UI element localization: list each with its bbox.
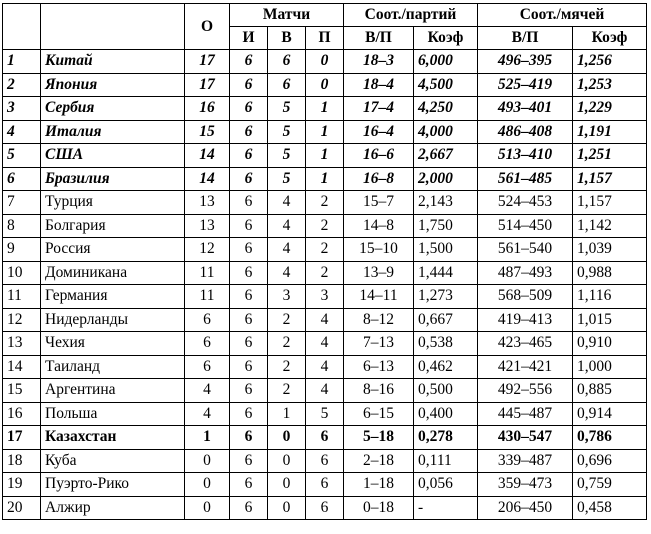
played-cell: 6 xyxy=(230,285,268,309)
won-cell: 4 xyxy=(268,191,306,215)
sets-wl-cell: 5–18 xyxy=(344,426,414,450)
team-name-cell: Аргентина xyxy=(41,379,185,403)
team-name-cell: Нидерланды xyxy=(41,308,185,332)
sets-coef-cell: 0,400 xyxy=(414,402,478,426)
lost-cell: 5 xyxy=(306,402,344,426)
balls-wl-cell: 419–413 xyxy=(478,308,573,332)
balls-coef-cell: 0,458 xyxy=(573,496,647,520)
rank-cell: 10 xyxy=(3,261,41,285)
team-name-cell: Чехия xyxy=(41,332,185,356)
points-cell: 6 xyxy=(185,308,230,332)
sets-wl-cell: 17–4 xyxy=(344,97,414,121)
table-header xyxy=(3,4,647,50)
rank-header xyxy=(3,4,41,50)
sets-coef-cell: 2,667 xyxy=(414,144,478,168)
won-cell: 4 xyxy=(268,214,306,238)
balls-coef-cell: 1,256 xyxy=(573,50,647,74)
balls-coef-cell: 1,015 xyxy=(573,308,647,332)
played-cell: 6 xyxy=(230,144,268,168)
points-cell: 17 xyxy=(185,50,230,74)
balls-coef-cell: 0,910 xyxy=(573,332,647,356)
balls-coef-cell: 0,988 xyxy=(573,261,647,285)
lost-cell: 1 xyxy=(306,144,344,168)
header-row-top xyxy=(3,4,647,27)
sets-wl-cell: 18–3 xyxy=(344,50,414,74)
balls-coef-cell: 1,229 xyxy=(573,97,647,121)
balls-wl-cell: 445–487 xyxy=(478,402,573,426)
lost-cell: 3 xyxy=(306,285,344,309)
table-row xyxy=(3,73,647,97)
played-cell: 6 xyxy=(230,426,268,450)
lost-cell: 1 xyxy=(306,97,344,121)
table-row xyxy=(3,50,647,74)
sets-coef-cell: 0,538 xyxy=(414,332,478,356)
lost-cell: 4 xyxy=(306,332,344,356)
played-cell: 6 xyxy=(230,97,268,121)
played-cell: 6 xyxy=(230,167,268,191)
balls-coef-cell: 0,786 xyxy=(573,426,647,450)
table-row xyxy=(3,214,647,238)
rank-cell: 5 xyxy=(3,144,41,168)
table-row xyxy=(3,355,647,379)
balls-coef-cell: 1,191 xyxy=(573,120,647,144)
table-row xyxy=(3,97,647,121)
sets-coef-cell: 2,143 xyxy=(414,191,478,215)
balls-wl-cell: 493–401 xyxy=(478,97,573,121)
table-row xyxy=(3,379,647,403)
lost-cell: 2 xyxy=(306,238,344,262)
played-cell: 6 xyxy=(230,402,268,426)
team-name-cell: Китай xyxy=(41,50,185,74)
rank-cell: 20 xyxy=(3,496,41,520)
won-cell: 2 xyxy=(268,355,306,379)
team-name-cell: Германия xyxy=(41,285,185,309)
table-row xyxy=(3,402,647,426)
balls-wl-cell: 561–485 xyxy=(478,167,573,191)
won-cell: 0 xyxy=(268,473,306,497)
rank-cell: 11 xyxy=(3,285,41,309)
played-cell: 6 xyxy=(230,214,268,238)
team-name-cell: Россия xyxy=(41,238,185,262)
sets-wl-header: В/П xyxy=(344,27,414,50)
won-cell: 2 xyxy=(268,332,306,356)
played-cell: 6 xyxy=(230,355,268,379)
won-cell: 4 xyxy=(268,261,306,285)
played-cell: 6 xyxy=(230,73,268,97)
balls-ratio-header: Соот./мячей xyxy=(478,4,647,27)
balls-wl-cell: 514–450 xyxy=(478,214,573,238)
sets-coef-cell: 4,500 xyxy=(414,73,478,97)
team-name-cell: США xyxy=(41,144,185,168)
sets-wl-cell: 15–10 xyxy=(344,238,414,262)
played-cell: 6 xyxy=(230,308,268,332)
sets-coef-cell: 4,000 xyxy=(414,120,478,144)
won-cell: 6 xyxy=(268,73,306,97)
played-cell: 6 xyxy=(230,261,268,285)
sets-coef-header: Коэф xyxy=(414,27,478,50)
sets-coef-cell: 1,444 xyxy=(414,261,478,285)
team-name-cell: Куба xyxy=(41,449,185,473)
team-name-cell: Италия xyxy=(41,120,185,144)
balls-wl-cell: 561–540 xyxy=(478,238,573,262)
team-name-cell: Бразилия xyxy=(41,167,185,191)
balls-coef-cell: 1,157 xyxy=(573,167,647,191)
sets-coef-cell: 0,111 xyxy=(414,449,478,473)
points-cell: 0 xyxy=(185,496,230,520)
won-cell: 0 xyxy=(268,426,306,450)
points-cell: 6 xyxy=(185,332,230,356)
sets-wl-cell: 15–7 xyxy=(344,191,414,215)
played-cell: 6 xyxy=(230,50,268,74)
team-name-cell: Доминикана xyxy=(41,261,185,285)
sets-wl-cell: 16–6 xyxy=(344,144,414,168)
points-cell: 1 xyxy=(185,426,230,450)
lost-cell: 6 xyxy=(306,449,344,473)
points-cell: 0 xyxy=(185,473,230,497)
balls-wl-cell: 339–487 xyxy=(478,449,573,473)
sets-wl-cell: 14–11 xyxy=(344,285,414,309)
table-row xyxy=(3,449,647,473)
balls-wl-cell: 525–419 xyxy=(478,73,573,97)
points-cell: 13 xyxy=(185,214,230,238)
played-cell: 6 xyxy=(230,120,268,144)
sets-coef-cell: 4,250 xyxy=(414,97,478,121)
lost-cell: 4 xyxy=(306,308,344,332)
table-row xyxy=(3,238,647,262)
lost-cell: 0 xyxy=(306,73,344,97)
team-name-cell: Польша xyxy=(41,402,185,426)
rank-cell: 14 xyxy=(3,355,41,379)
table-row xyxy=(3,191,647,215)
balls-wl-header: В/П xyxy=(478,27,573,50)
sets-coef-cell: 1,500 xyxy=(414,238,478,262)
points-cell: 17 xyxy=(185,73,230,97)
lost-cell: 6 xyxy=(306,496,344,520)
sets-wl-cell: 13–9 xyxy=(344,261,414,285)
standings-table xyxy=(2,3,647,520)
played-cell: 6 xyxy=(230,449,268,473)
won-cell: 5 xyxy=(268,120,306,144)
played-cell: 6 xyxy=(230,473,268,497)
rank-cell: 17 xyxy=(3,426,41,450)
sets-coef-cell: - xyxy=(414,496,478,520)
sets-wl-cell: 0–18 xyxy=(344,496,414,520)
sets-wl-cell: 18–4 xyxy=(344,73,414,97)
balls-wl-cell: 496–395 xyxy=(478,50,573,74)
team-name-cell: Казахстан xyxy=(41,426,185,450)
rank-cell: 2 xyxy=(3,73,41,97)
sets-wl-cell: 7–13 xyxy=(344,332,414,356)
table-row xyxy=(3,261,647,285)
sets-wl-cell: 16–8 xyxy=(344,167,414,191)
balls-coef-cell: 1,039 xyxy=(573,238,647,262)
won-cell: 3 xyxy=(268,285,306,309)
rank-cell: 6 xyxy=(3,167,41,191)
matches-header: Матчи xyxy=(230,4,344,27)
lost-cell: 6 xyxy=(306,473,344,497)
lost-cell: 0 xyxy=(306,50,344,74)
rank-cell: 12 xyxy=(3,308,41,332)
points-cell: 16 xyxy=(185,97,230,121)
won-cell: 4 xyxy=(268,238,306,262)
points-cell: 6 xyxy=(185,355,230,379)
team-name-cell: Таиланд xyxy=(41,355,185,379)
points-cell: 14 xyxy=(185,144,230,168)
won-cell: 5 xyxy=(268,167,306,191)
table-body xyxy=(3,50,647,520)
points-cell: 4 xyxy=(185,402,230,426)
team-name-cell: Турция xyxy=(41,191,185,215)
won-cell: 2 xyxy=(268,379,306,403)
played-cell: 6 xyxy=(230,238,268,262)
table-row xyxy=(3,285,647,309)
won-cell: 5 xyxy=(268,97,306,121)
sets-coef-cell: 1,750 xyxy=(414,214,478,238)
table-row xyxy=(3,167,647,191)
rank-cell: 13 xyxy=(3,332,41,356)
lost-cell: 4 xyxy=(306,379,344,403)
balls-coef-cell: 1,253 xyxy=(573,73,647,97)
sets-wl-cell: 16–4 xyxy=(344,120,414,144)
played-cell: 6 xyxy=(230,191,268,215)
balls-coef-cell: 1,142 xyxy=(573,214,647,238)
played-cell: 6 xyxy=(230,379,268,403)
points-header: О xyxy=(185,4,230,50)
rank-cell: 16 xyxy=(3,402,41,426)
won-cell: 1 xyxy=(268,402,306,426)
sets-coef-cell: 0,500 xyxy=(414,379,478,403)
balls-coef-cell: 1,116 xyxy=(573,285,647,309)
balls-wl-cell: 492–556 xyxy=(478,379,573,403)
won-cell: 5 xyxy=(268,144,306,168)
sets-coef-cell: 0,462 xyxy=(414,355,478,379)
table-row xyxy=(3,473,647,497)
rank-cell: 19 xyxy=(3,473,41,497)
rank-cell: 8 xyxy=(3,214,41,238)
lost-header: П xyxy=(306,27,344,50)
won-cell: 6 xyxy=(268,50,306,74)
points-cell: 11 xyxy=(185,285,230,309)
rank-cell: 1 xyxy=(3,50,41,74)
balls-wl-cell: 568–509 xyxy=(478,285,573,309)
lost-cell: 1 xyxy=(306,120,344,144)
lost-cell: 4 xyxy=(306,355,344,379)
balls-coef-cell: 0,885 xyxy=(573,379,647,403)
played-header: И xyxy=(230,27,268,50)
rank-cell: 7 xyxy=(3,191,41,215)
rank-cell: 9 xyxy=(3,238,41,262)
team-name-cell: Алжир xyxy=(41,496,185,520)
lost-cell: 2 xyxy=(306,214,344,238)
won-cell: 0 xyxy=(268,449,306,473)
sets-coef-cell: 6,000 xyxy=(414,50,478,74)
balls-wl-cell: 421–421 xyxy=(478,355,573,379)
balls-wl-cell: 430–547 xyxy=(478,426,573,450)
sets-wl-cell: 6–13 xyxy=(344,355,414,379)
points-cell: 14 xyxy=(185,167,230,191)
team-name-cell: Болгария xyxy=(41,214,185,238)
rank-cell: 4 xyxy=(3,120,41,144)
points-cell: 15 xyxy=(185,120,230,144)
table-row xyxy=(3,496,647,520)
rank-cell: 18 xyxy=(3,449,41,473)
balls-coef-cell: 1,157 xyxy=(573,191,647,215)
won-header: В xyxy=(268,27,306,50)
sets-wl-cell: 1–18 xyxy=(344,473,414,497)
sets-ratio-header: Соот./партий xyxy=(344,4,478,27)
lost-cell: 6 xyxy=(306,426,344,450)
table-row xyxy=(3,332,647,356)
sets-wl-cell: 8–12 xyxy=(344,308,414,332)
rank-cell: 3 xyxy=(3,97,41,121)
table-row xyxy=(3,308,647,332)
sets-coef-cell: 2,000 xyxy=(414,167,478,191)
balls-wl-cell: 486–408 xyxy=(478,120,573,144)
balls-coef-cell: 0,914 xyxy=(573,402,647,426)
team-name-cell: Япония xyxy=(41,73,185,97)
played-cell: 6 xyxy=(230,496,268,520)
table-row xyxy=(3,426,647,450)
lost-cell: 2 xyxy=(306,261,344,285)
table-row xyxy=(3,120,647,144)
sets-coef-cell: 0,056 xyxy=(414,473,478,497)
lost-cell: 1 xyxy=(306,167,344,191)
sets-coef-cell: 1,273 xyxy=(414,285,478,309)
balls-coef-cell: 0,759 xyxy=(573,473,647,497)
balls-wl-cell: 359–473 xyxy=(478,473,573,497)
balls-coef-cell: 1,000 xyxy=(573,355,647,379)
points-cell: 11 xyxy=(185,261,230,285)
team-name-cell: Пуэрто-Рико xyxy=(41,473,185,497)
sets-wl-cell: 6–15 xyxy=(344,402,414,426)
sets-coef-cell: 0,278 xyxy=(414,426,478,450)
table-row xyxy=(3,144,647,168)
sets-coef-cell: 0,667 xyxy=(414,308,478,332)
balls-coef-header: Коэф xyxy=(573,27,647,50)
team-header xyxy=(41,4,185,50)
points-cell: 12 xyxy=(185,238,230,262)
rank-cell: 15 xyxy=(3,379,41,403)
sets-wl-cell: 8–16 xyxy=(344,379,414,403)
balls-wl-cell: 206–450 xyxy=(478,496,573,520)
won-cell: 0 xyxy=(268,496,306,520)
balls-wl-cell: 524–453 xyxy=(478,191,573,215)
points-cell: 13 xyxy=(185,191,230,215)
balls-wl-cell: 423–465 xyxy=(478,332,573,356)
balls-wl-cell: 513–410 xyxy=(478,144,573,168)
played-cell: 6 xyxy=(230,332,268,356)
team-name-cell: Сербия xyxy=(41,97,185,121)
lost-cell: 2 xyxy=(306,191,344,215)
sets-wl-cell: 14–8 xyxy=(344,214,414,238)
points-cell: 0 xyxy=(185,449,230,473)
sets-wl-cell: 2–18 xyxy=(344,449,414,473)
balls-coef-cell: 1,251 xyxy=(573,144,647,168)
balls-wl-cell: 487–493 xyxy=(478,261,573,285)
points-cell: 4 xyxy=(185,379,230,403)
balls-coef-cell: 0,696 xyxy=(573,449,647,473)
won-cell: 2 xyxy=(268,308,306,332)
